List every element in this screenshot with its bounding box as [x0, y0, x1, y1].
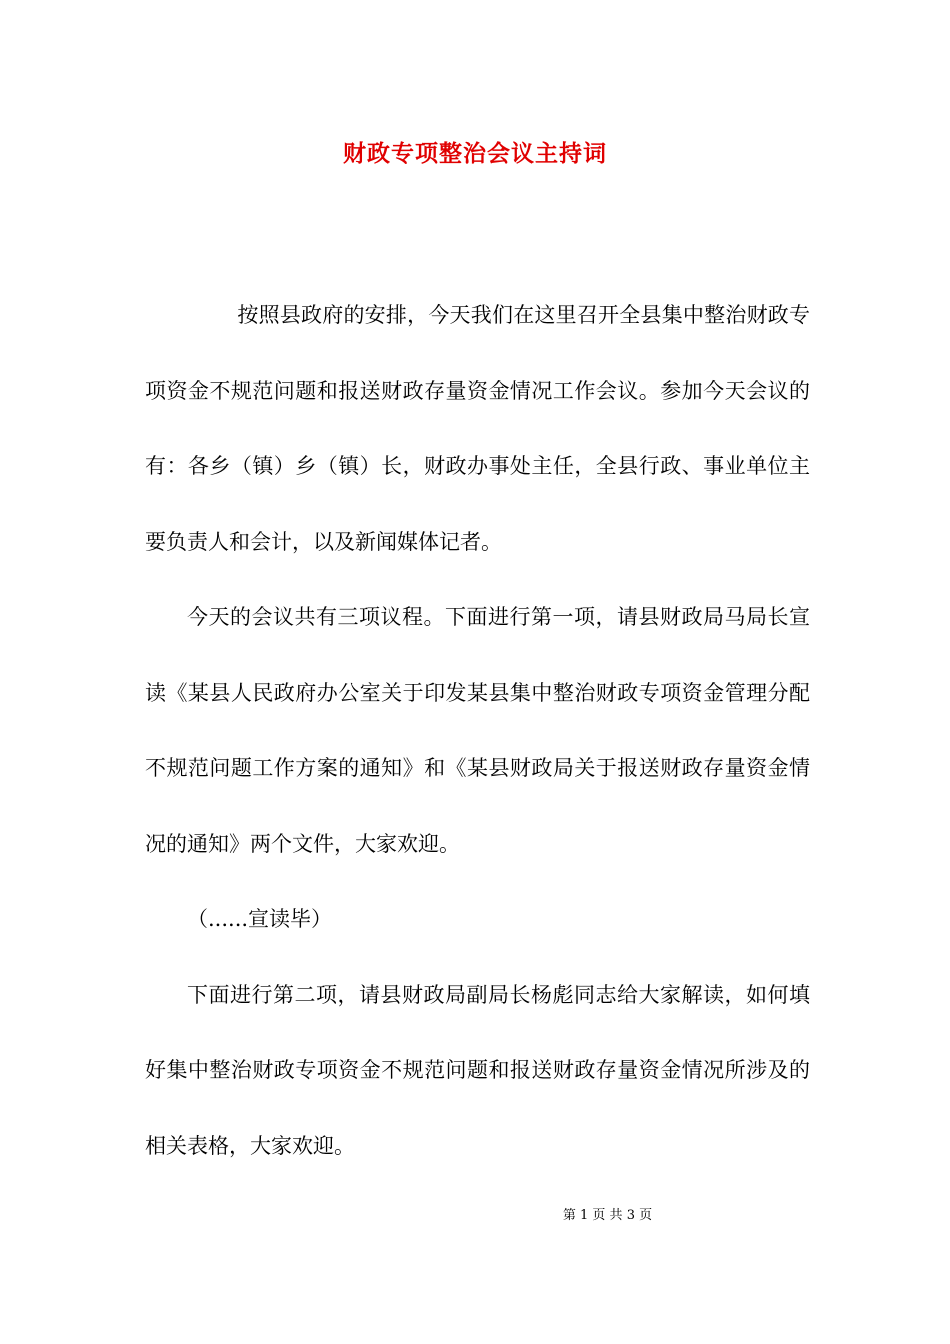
document-body: [145, 278, 810, 1184]
paragraph-4: 下面进行第二项，请县财政局副局长杨彪同志给大家解读，如何填好集中整治财政专项资金不规范问题和报送财政存量资金情况所涉及的相关表格，大家欢迎。: [145, 982, 810, 1158]
document-title: 财政专项整治会议主持词: [343, 140, 607, 167]
paragraph-3: （......宣读毕）: [187, 907, 333, 931]
page-number-footer: 第 1 页 共 3 页: [562, 1208, 653, 1223]
paragraph-1: 按照县政府的安排，今天我们在这里召开全县集中整治财政专项资金不规范问题和报送财政存量资金情况工作会议。参加今天会议的有：各乡（镇）乡（镇）长，财政办事处主任，全县行政、事业单位主要负责人和会计，以及新闻媒体记者。: [145, 303, 810, 554]
paragraph-2: 今天的会议共有三项议程。下面进行第一项，请县财政局马局长宣读《某县人民政府办公室关于印发某县集中整治财政专项资金管理分配不规范问题工作方案的通知》和《某县财政局关于报送财政存量资金情况的通知》两个文件，大家欢迎。: [145, 605, 810, 856]
